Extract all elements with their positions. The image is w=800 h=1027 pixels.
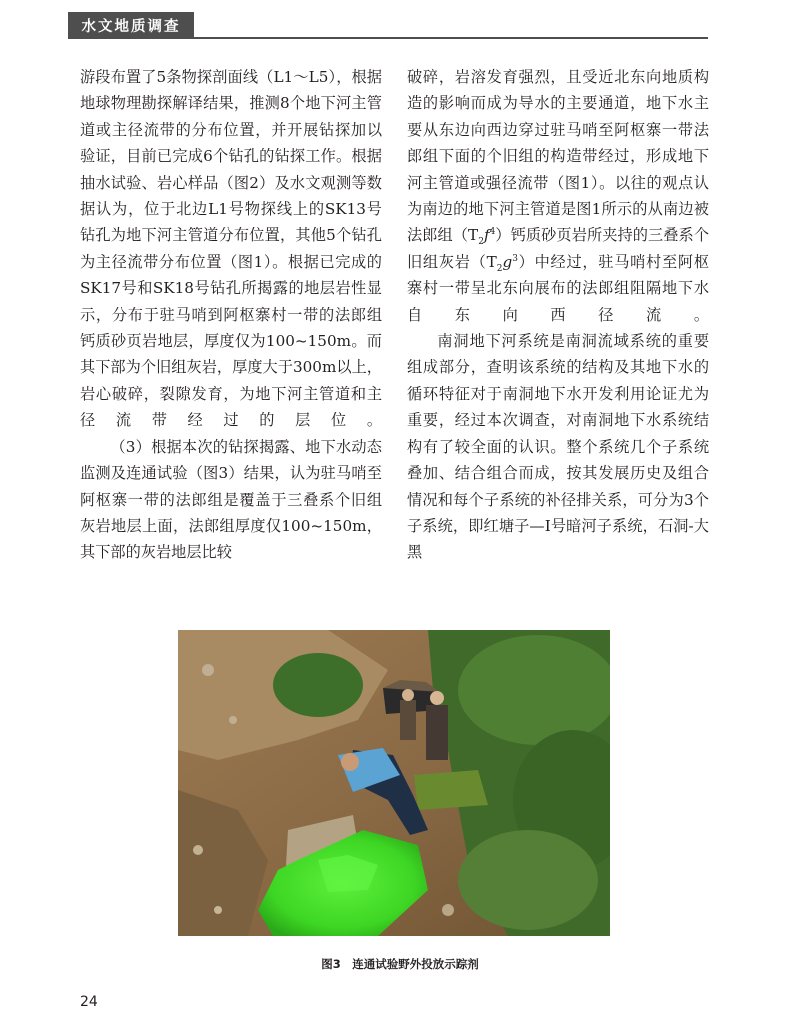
right-paragraph-1: 破碎，岩溶发育强烈，且受近北东向地质构造的影响而成为导水的主要通道，地下水主要从东边向西边穿过驻马哨至阿枢寨一带法郎组下面的个旧组的构造带经过，形成地下河主管道或强径流带（图1）。以往的观点认为南边的地下河主管道是图1所示的从南边被法郎组$(T_2f^4)$钙质砂页岩所夹持的三叠系个旧组灰岩$(T_2g^3)$中经过，驻马哨村至阿枢寨村一带呈北东向展布的法郎组阻隔地下水自东向西径流。 — [407, 68, 710, 324]
left-paragraph-1: 游段布置了5条物探剖面线（L1～L5），根据地球物理勘探解译结果，推测8个地下河主管道或主径流带的分布位置，并开展钻探加以验证，目前已完成6个钻孔的钻探工作。根据抽水试验、岩心样品（图2）及水文观测等数据认为，位于北边L1号物探线上的SK13号钻孔为地下河主管道分布位置，其他5个钻孔为主径流带分布位置（图1）。根据已完成的SK17号和SK18号钻孔所揭露的地层岩性显示，分布于驻马哨到阿枢寨村一带的法郎组钙质砂页岩地层，厚度仅为100~150m。而其下部为个旧组灰岩，厚度大于300m以上，岩心破碎，裂隙发育，为地下河主管道和主径流带经过的层位。 — [80, 68, 382, 430]
page-number: 24 — [80, 994, 98, 1010]
journal-header-tab — [68, 12, 194, 38]
left-text-column — [80, 64, 382, 566]
right-paragraph-2: 南洞地下河系统是南洞流域系统的重要组成部分，查明该系统的结构及其地下水的循环特征对于南洞地下水开发利用论证尤为重要，经过本次调查，对南洞地下水系统结构有了较全面的认识。整个系统几个子系统叠加、结合组合而成，按其发展历史及组合情况和每个子系统的补径排关系，可分为3个子系统，即红塘子—Ⅰ号暗河子系统，石洞-大黑 — [407, 332, 709, 562]
header-rule — [68, 37, 708, 39]
right-text-column — [407, 64, 709, 566]
field-tracer-photo — [178, 630, 610, 936]
figure-caption: 图3 连通试验野外投放示踪剂 — [321, 957, 479, 971]
left-paragraph-2: （3）根据本次的钻探揭露、地下水动态监测及连通试验（图3）结果，认为驻马哨至阿枢寨一带的法郎组是覆盖于三叠系个旧组灰岩地层上面，法郎组厚度仅100~150m，其下部的灰岩地层比较 — [80, 437, 382, 562]
journal-title: 水文地质调查 — [81, 18, 181, 35]
